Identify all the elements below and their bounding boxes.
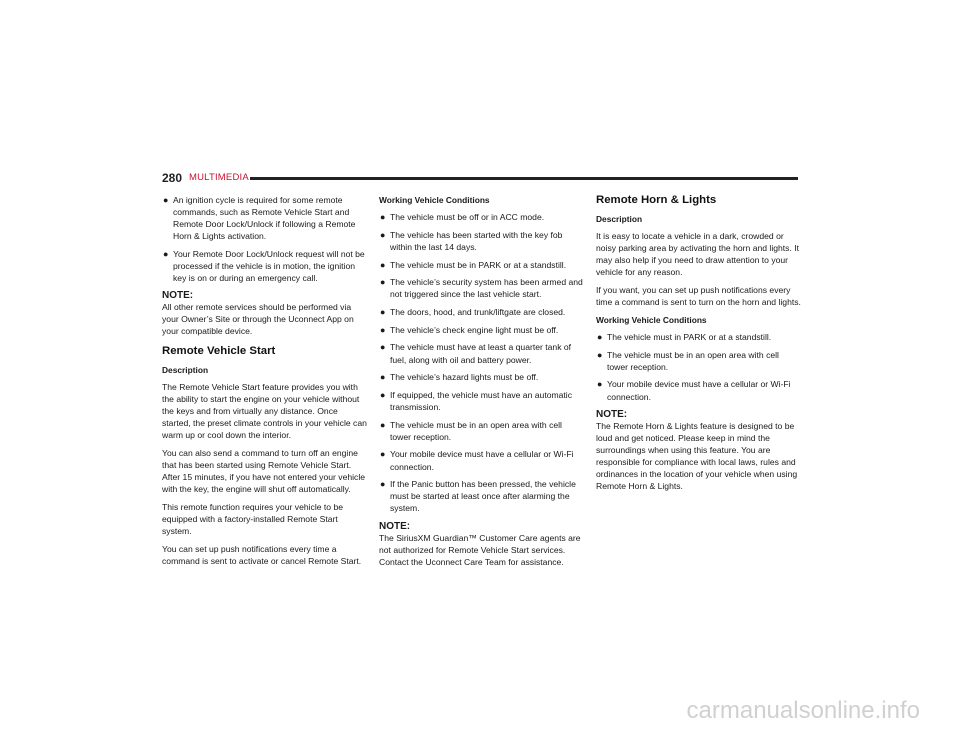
list-item: ● The vehicle must be off or in ACC mode. [380, 212, 545, 223]
bullet-icon: ● [380, 389, 386, 400]
bullet-icon: ● [380, 449, 386, 460]
bullet-icon: ● [380, 212, 386, 223]
watermark: carmanualsonline.info [686, 697, 920, 724]
bullet-icon: ● [380, 307, 386, 318]
list-item: ● The vehicle’s check engine light must be off. [380, 324, 559, 335]
paragraph: It is easy to locate a vehicle in a dark, crowded or noisy parking area by activating the horn and lights. It may also help if you need to draw attention to your vehicle for any reason. [596, 231, 800, 278]
note-label: NOTE: [162, 290, 194, 302]
paragraph: If you want, you can set up push notifications every time a command is sent to turn on the horn and lights. [596, 285, 801, 308]
list-item: ● The vehicle must be in an open area with cell tower reception. [380, 419, 562, 442]
list-item: ● If equipped, the vehicle must have an automatic transmission. [380, 389, 573, 412]
header-rule [250, 177, 798, 180]
bullet-icon: ● [380, 277, 386, 288]
subheading: Working Vehicle Conditions [379, 195, 490, 205]
list-item: ● The vehicle must be in an open area with cell tower reception. [597, 349, 779, 372]
list-item: ● The doors, hood, and trunk/liftgate are closed. [380, 307, 566, 318]
paragraph: You can also send a command to turn off an engine that has been started using Remote Vehicle Start. After 15 minutes, if you have not entered your vehicle with the key, the engine will shut off automatically. [162, 447, 366, 494]
subheading: Description [596, 214, 643, 224]
list-item: ● Your mobile device must have a cellular or Wi-Fi connection. [597, 379, 791, 402]
page-header [162, 171, 798, 185]
note-text: All other remote services should be performed via your Owner’s Site or through the Uconnect App on your compatible device. [162, 302, 354, 337]
list-item: ● Your Remote Door Lock/Unlock request will not be processed if the vehicle is in motion, the ignition key is on or during an emergency call. [163, 248, 365, 284]
list-item: ● If the Panic button has been pressed, the vehicle must be started at least once after alarming the system. [380, 479, 576, 514]
note-label: NOTE: [596, 408, 628, 420]
list-item: ● An ignition cycle is required for some remote commands, such as Remote Vehicle Start and Remote Door Lock/Unlock if following a Remote Horn & Lights activation. [163, 195, 356, 242]
column-2 [379, 194, 584, 568]
bullet-icon: ● [163, 248, 169, 259]
bullet-icon: ● [597, 349, 603, 360]
bullet-list [596, 331, 801, 403]
bullet-icon: ● [597, 379, 603, 390]
section-heading: Remote Horn & Lights [596, 194, 717, 206]
paragraph: This remote function requires your vehicle to be equipped with a factory-installed Remote Start system. [162, 501, 344, 536]
bullet-icon: ● [380, 229, 386, 240]
bullet-icon: ● [380, 372, 386, 383]
column-1 [162, 194, 367, 572]
bullet-icon: ● [380, 342, 386, 353]
note-text: The Remote Horn & Lights feature is designed to be loud and get noticed. Please keep in mind the surroundings when using this feature. You are responsible for compliance with local laws, rules and ordinances in the location of your vehicle when using Remote Horn & Lights. [596, 420, 798, 492]
note-text: The SiriusXM Guardian™ Customer Care agents are not authorized for Remote Vehicle Start services. Contact the Uconnect Care Team for assistance. [379, 532, 581, 567]
page-number: 280 [162, 171, 183, 185]
bullet-icon: ● [380, 479, 386, 490]
list-item: ● The vehicle must have at least a quarter tank of fuel, along with oil and battery power. [380, 342, 572, 365]
section-heading: Remote Vehicle Start [162, 344, 276, 357]
list-item: ● The vehicle’s hazard lights must be off. [380, 372, 539, 383]
bullet-icon: ● [597, 331, 603, 342]
list-item: ● The vehicle’s security system has been armed and not triggered since the last vehicle start. [380, 277, 583, 300]
note-label: NOTE: [379, 520, 411, 532]
paragraph: You can set up push notifications every time a command is sent to activate or cancel Remote Start. [162, 543, 362, 566]
bullet-icon: ● [163, 195, 169, 205]
bullet-icon: ● [380, 419, 386, 430]
bullet-list [379, 211, 584, 514]
column-3 [596, 194, 801, 492]
bullet-icon: ● [380, 324, 386, 335]
section-title: MULTIMEDIA [189, 172, 249, 183]
bullet-list [162, 194, 367, 284]
list-item: ● The vehicle must in PARK or at a standstill. [597, 331, 772, 342]
subheading: Description [162, 364, 209, 375]
paragraph: The Remote Vehicle Start feature provides you with the ability to start the engine on your vehicle without the keys and from virtually any distance. Once started, the preset climate controls in your vehicle can warm up or cool down the interior. [162, 381, 367, 440]
list-item: ● The vehicle must be in PARK or at a standstill. [380, 259, 567, 270]
bullet-icon: ● [380, 259, 386, 270]
list-item: ● Your mobile device must have a cellular or Wi-Fi connection. [380, 449, 574, 472]
list-item: ● The vehicle has been started with the key fob within the last 14 days. [380, 229, 563, 252]
subheading: Working Vehicle Conditions [596, 314, 707, 325]
